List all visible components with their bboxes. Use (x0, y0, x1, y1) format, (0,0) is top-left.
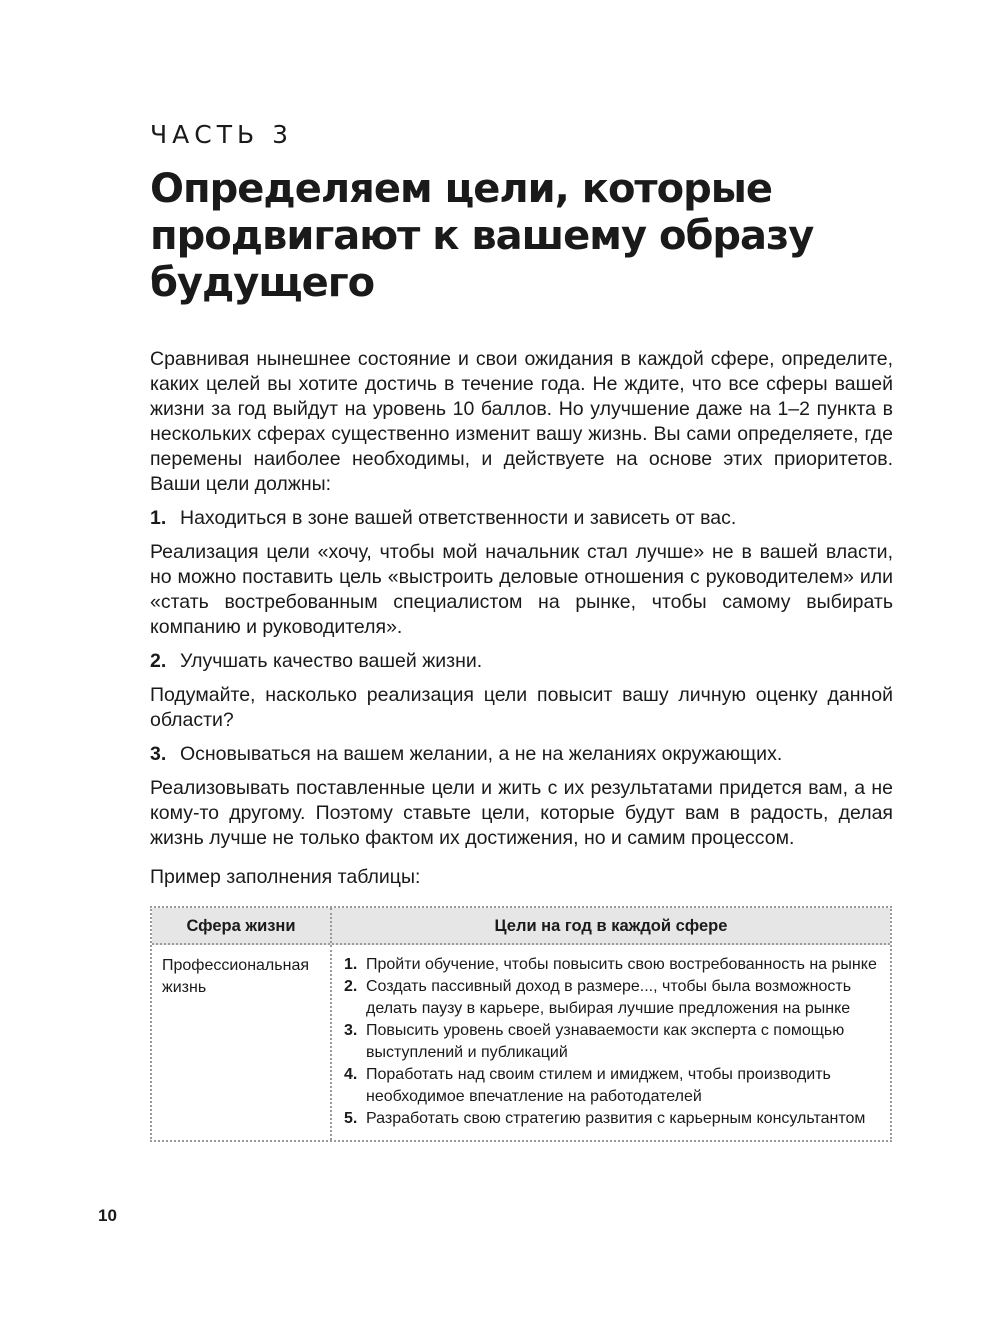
example-label: Пример заполнения таблицы: (150, 866, 421, 888)
table-row (152, 945, 890, 1140)
goal-number: 4. (344, 1066, 358, 1083)
list-detail: Подумайте, насколько реализация цели повысит вашу личную оценку данной области? (150, 684, 893, 731)
list-text: Находиться в зоне вашей ответственности и зависеть от вас. (180, 507, 737, 529)
body-text (150, 347, 893, 890)
list-item (150, 649, 893, 674)
goal-item (344, 1020, 882, 1064)
goal-text: Повысить уровень своей узнаваемости как эксперта с помощью выступлений и публикаций (366, 1022, 845, 1061)
list-detail: Реализация цели «хочу, чтобы мой начальник стал лучше» не в вашей власти, но можно поставить цель «выстроить деловые отношения с руководителем» или «стать востребованным специалистом на рынке, чтобы самому выбирать компанию и руководителя». (150, 541, 893, 638)
goal-number: 5. (344, 1110, 358, 1127)
chapter-title: Определяем цели, которые продвигают к вашему образу будущего (150, 166, 814, 306)
goal-criteria-list (150, 506, 893, 851)
goal-number: 2. (344, 978, 358, 995)
list-detail: Реализовывать поставленные цели и жить с их результатами придется вам, а не кому-то другому. Поэтому ставьте цели, которые будут вам в радость, делая жизнь лучше не только фактом их достижения, но и самим процессом. (150, 777, 893, 849)
cell-goals (332, 945, 890, 1140)
list-item (150, 742, 893, 767)
goal-item (344, 1064, 882, 1108)
list-text: Основываться на вашем желании, а не на желаниях окружающих. (180, 743, 783, 765)
cell-sphere: Профессиональная жизнь (152, 945, 332, 1140)
goal-text: Создать пассивный доход в размере..., чтобы была возможность делать паузу в карьере, выбирая лучшие предложения на рынке (366, 978, 852, 1017)
goal-text: Разработать свою стратегию развития с карьерным консультантом (366, 1110, 866, 1127)
goal-number: 3. (344, 1022, 358, 1039)
table-header (152, 908, 890, 945)
list-number: 1. (150, 507, 167, 529)
goal-item (344, 954, 882, 976)
goal-item (344, 1108, 882, 1130)
example-table (150, 906, 892, 1142)
list-number: 2. (150, 650, 167, 672)
list-text: Улучшать качество вашей жизни. (180, 650, 483, 672)
header-sphere: Сфера жизни (152, 908, 332, 943)
list-item (150, 506, 893, 531)
part-label: ЧАСТЬ 3 (150, 120, 293, 149)
goal-item (344, 976, 882, 1020)
goal-text: Поработать над своим стилем и имиджем, чтобы производить необходимое впечатление на работодателей (366, 1066, 831, 1105)
page-number: 10 (98, 1206, 117, 1225)
header-goals: Цели на год в каждой сфере (494, 916, 728, 935)
intro-paragraph: Сравнивая нынешнее состояние и свои ожидания в каждой сфере, определите, каких целей вы хотите достичь в течение года. Не ждите, что все сферы вашей жизни за год выйдут на уровень 10 баллов. Но улучшение даже на 1–2 пункта в нескольких сферах существенно изменит вашу жизнь. Вы сами определяете, где перемены наиболее необходимы, и действуете на основе этих приоритетов. Ваши цели должны: (150, 348, 893, 495)
goal-number: 1. (344, 956, 358, 973)
page-content (150, 120, 893, 1142)
goal-text: Пройти обучение, чтобы повысить свою востребованность на рынке (366, 956, 877, 973)
list-number: 3. (150, 743, 167, 765)
